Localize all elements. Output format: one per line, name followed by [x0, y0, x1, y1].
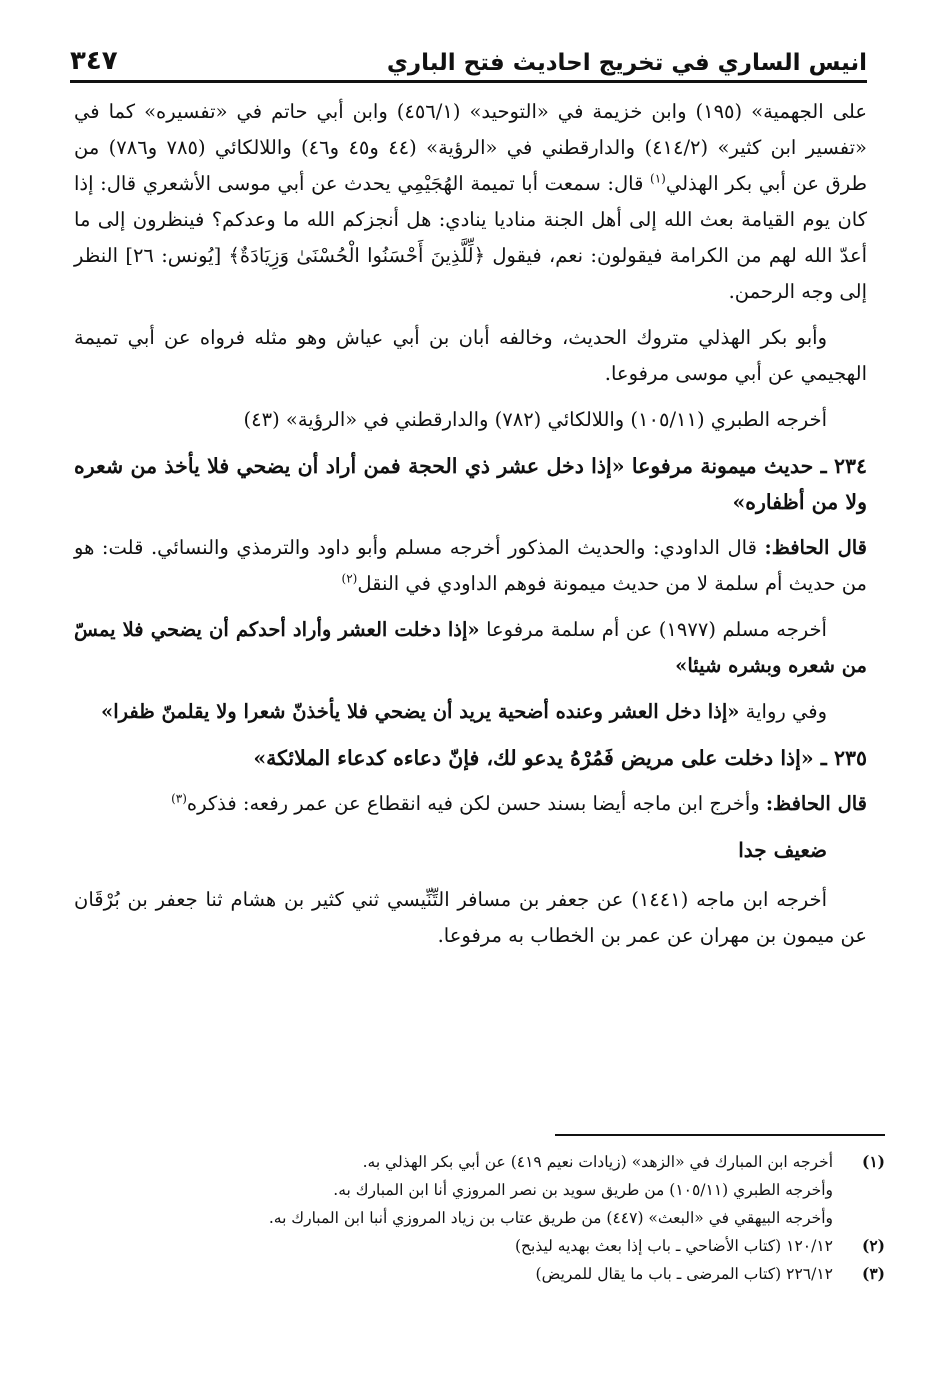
footnote-2: [74, 1232, 885, 1260]
footnote-1-continuation-b: وأخرجه البيهقي في «البعث» (٤٤٧) من طريق عتاب بن زياد المروزي أنبا ابن المبارك به.: [268, 1209, 833, 1227]
paragraph-5-text: أخرجه مسلم (١٩٧٧) عن أم سلمة مرفوعا: [479, 618, 827, 641]
footnotes: [74, 1148, 885, 1288]
paragraph-5-quote: «إذا دخلت العشر وأراد أحدكم أن يضحي فلا يمسّ من شعره وبشره شيئا»: [74, 618, 867, 677]
footnote-text: أخرجه ابن المبارك في «الزهد» (زيادات نعيم ٤١٩) عن أبي بكر الهذلي به.: [362, 1153, 833, 1171]
paragraph-8: أخرجه ابن ماجه (١٤٤١) عن جعفر بن مسافر التِّنِّيسي ثني كثير بن هشام ثنا جعفر بن بُرْقَان عن ميمون بن مهران عن عمر بن الخطاب به مرفوعا.: [74, 888, 867, 947]
hadith-234: ٢٣٤ ـ حديث ميمونة مرفوعا «إذا دخل عشر ذي الحجة فمن أراد أن يضحي فلا يأخذ من شعره ولا من أظفاره»: [74, 454, 867, 514]
book-title: انيس الساري في تخريج احاديث فتح الباري: [386, 50, 867, 76]
paragraph-4-text: قال الداودي: والحديث المذكور أخرجه مسلم وأبو داود والترمذي والنسائي. قلت: هو من حديث أم سلمة لا من حديث ميمونة فوهم الداودي في النقل: [74, 536, 867, 595]
footnote-separator: [555, 1134, 885, 1136]
footnote-1: [74, 1148, 885, 1176]
paragraph-7: [74, 786, 867, 822]
footnote-ref-1[interactable]: (١): [650, 171, 666, 186]
footnote-text: ٢٢٦/١٢ (كتاب المرضى ـ باب ما يقال للمريض): [535, 1265, 833, 1283]
footnote-3: [74, 1260, 885, 1288]
footnote-text: ١٢٠/١٢ (كتاب الأضاحي ـ باب إذا بعث بهديه ليذبح): [514, 1237, 833, 1255]
paragraph-5: [74, 612, 867, 684]
footnote-ref-3[interactable]: (٣): [171, 791, 187, 806]
page-number: ٣٤٧: [70, 46, 118, 76]
paragraph-3: أخرجه الطبري (١٠٥/١١) واللالكائي (٧٨٢) والدارقطني في «الرؤية» (٤٣): [243, 408, 827, 431]
main-text: [74, 94, 867, 964]
hadith-235: ٢٣٥ ـ «إذا دخلت على مريض فَمُرْهُ يدعو لك، فإنّ دعاءه كدعاء الملائكة»: [253, 746, 867, 770]
footnote-number: (٢): [861, 1236, 885, 1255]
paragraph-6-quote: «إذا دخل العشر وعنده أضحية يريد أن يضحي فلا يأخذنّ شعرا ولا يقلمنّ ظفرا»: [101, 700, 740, 723]
footnote-number: (٣): [861, 1264, 885, 1283]
hafiz-label: قال الحافظ:: [764, 536, 867, 559]
paragraph-2: وأبو بكر الهذلي متروك الحديث، وخالفه أبان بن أبي عياش وهو مثله فرواه عن أبي تميمة الهجيمي عن أبي موسى مرفوعا.: [74, 326, 867, 385]
paragraph-7-text: وأخرج ابن ماجه أيضا بسند حسن لكن فيه انقطاع عن عمر رفعه: فذكره: [186, 792, 766, 815]
verdict: ضعيف جدا: [738, 838, 827, 862]
footnote-number: (١): [861, 1152, 885, 1171]
paragraph-4: [74, 530, 867, 602]
paragraph-1: [74, 94, 867, 310]
running-header: [70, 36, 867, 83]
footnote-ref-2[interactable]: (٢): [341, 571, 358, 586]
hafiz-label: قال الحافظ:: [765, 792, 867, 815]
paragraph-1-text-b: قال: سمعت أبا تميمة الهُجَيْمِي يحدث عن أبي موسى الأشعري قال: إذا كان يوم القيامة بعث الله إلى أهل الجنة مناديا ينادي: هل أنجزكم الله ما وعدكم؟ فينظرون إلى ما أعدّ الله لهم من الكرامة فيقولون: نعم، فيقول ﴿لِّلَّذِينَ أَحْسَنُوا الْحُسْنَىٰ وَزِيَادَةٌ﴾ [يُونس: ٢٦] النظر إلى وجه الرحمن.: [74, 172, 867, 303]
paragraph-6: [74, 694, 867, 730]
footnote-1-continuation-a: وأخرجه الطبري (١٠٥/١١) من طريق سويد بن نصر المروزي أنا ابن المبارك به.: [333, 1181, 833, 1199]
paragraph-1-text-a: على الجهمية» (١٩٥) وابن خزيمة في «التوحيد» (٤٥٦/١) وابن أبي حاتم في «تفسيره» كما في «تفسير ابن كثير» (٤١٤/٢) والدارقطني في «الرؤية» (٤٤ و٤٥ و٤٦) واللالكائي (٧٨٥ و٧٨٦) من طرق عن أبي بكر الهذلي: [74, 100, 868, 195]
paragraph-6-text: وفي رواية: [739, 700, 827, 723]
